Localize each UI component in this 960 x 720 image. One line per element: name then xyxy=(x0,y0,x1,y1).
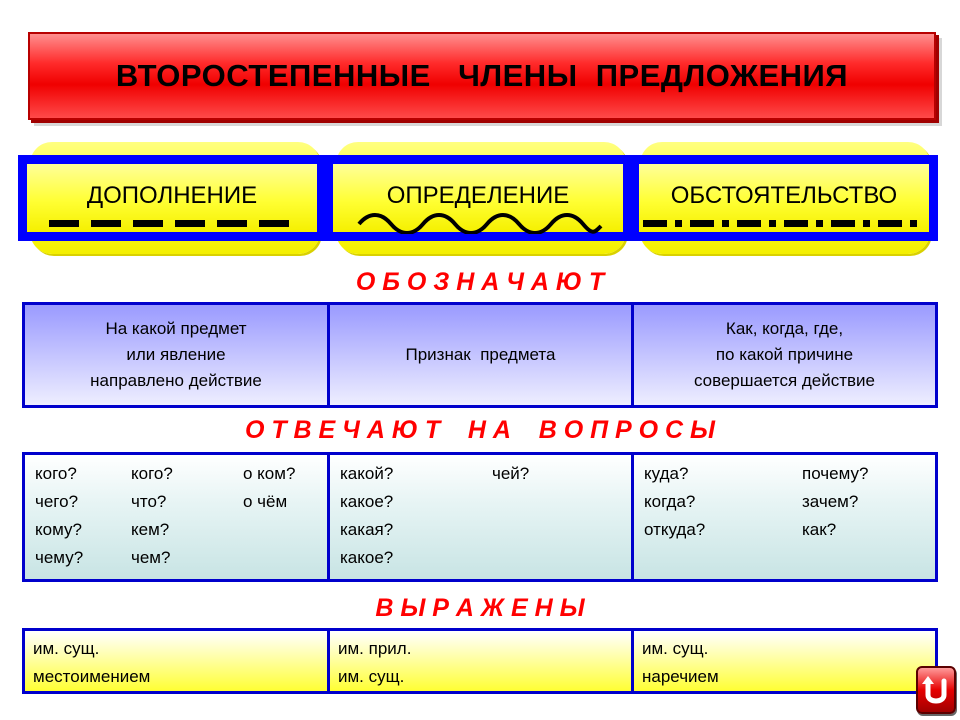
complement-header xyxy=(18,155,326,241)
denote-line: совершается действие xyxy=(693,371,876,390)
dash-dot-underline-icon xyxy=(639,218,935,230)
question-item: какое? xyxy=(340,548,394,567)
question-item: почему? xyxy=(802,464,869,483)
question-item: о чём xyxy=(243,492,288,511)
expressed-item: местоимением xyxy=(33,667,151,686)
circumstance-label: ОБСТОЯТЕЛЬСТВО xyxy=(670,182,898,209)
heading-answer: О Т В Е Ч А Ю Т Н А В О П Р О С Ы xyxy=(244,416,716,444)
question-item: чему? xyxy=(35,548,84,567)
heading-expressed: В Ы Р А Ж Е Н Ы xyxy=(375,594,585,622)
question-item: какая? xyxy=(340,520,394,539)
denote-line: Признак предмета xyxy=(405,345,556,364)
question-item: чей? xyxy=(492,464,530,483)
questions-cell-circumstance xyxy=(634,455,935,579)
expressed-item: им. сущ. xyxy=(338,667,405,686)
expressed-cell-attribute xyxy=(330,631,631,691)
heading-denote: О Б О З Н А Ч А Ю Т xyxy=(355,268,605,296)
denote-cell-complement xyxy=(25,305,327,405)
question-item: о ком? xyxy=(243,464,296,483)
denote-table xyxy=(22,302,938,408)
question-item: какое? xyxy=(340,492,394,511)
denote-cell-attribute xyxy=(330,305,631,405)
wavy-underline-icon xyxy=(355,212,605,234)
return-arrow-icon xyxy=(921,673,951,707)
dashed-underline-icon xyxy=(43,218,303,230)
denote-line: или явление xyxy=(126,345,226,364)
return-button[interactable] xyxy=(916,666,956,714)
denote-line: Как, когда, где, xyxy=(725,319,844,338)
question-item: кого? xyxy=(131,464,173,483)
attribute-label: ОПРЕДЕЛЕНИЕ xyxy=(386,182,570,209)
denote-line: направлено действие xyxy=(90,371,262,390)
question-item: как? xyxy=(802,520,837,539)
question-item: откуда? xyxy=(644,520,706,539)
question-item: кем? xyxy=(131,520,170,539)
question-item: зачем? xyxy=(802,492,859,511)
denote-cell-circumstance xyxy=(634,305,935,405)
expressed-item: им. сущ. xyxy=(33,639,100,658)
questions-cell-attribute xyxy=(330,455,631,579)
question-item: кому? xyxy=(35,520,82,539)
question-item: когда? xyxy=(644,492,696,511)
expressed-item: наречием xyxy=(642,667,719,686)
question-item: чем? xyxy=(131,548,171,567)
question-item: чего? xyxy=(35,492,79,511)
question-item: что? xyxy=(131,492,167,511)
denote-line: по какой причине xyxy=(715,345,854,364)
title-banner xyxy=(28,32,936,120)
question-item: какой? xyxy=(340,464,394,483)
question-item: куда? xyxy=(644,464,689,483)
attribute-header xyxy=(324,155,632,241)
expressed-item: им. сущ. xyxy=(642,639,709,658)
denote-line: На какой предмет xyxy=(105,319,247,338)
expressed-table xyxy=(22,628,938,694)
expressed-cell-circumstance xyxy=(634,631,935,691)
expressed-cell-complement xyxy=(25,631,327,691)
complement-label: ДОПОЛНЕНИЕ xyxy=(86,182,258,209)
circumstance-header xyxy=(630,155,938,241)
questions-table xyxy=(22,452,938,582)
page-title: ВТОРОСТЕПЕННЫЕ ЧЛЕНЫ ПРЕДЛОЖЕНИЯ xyxy=(115,58,849,93)
question-item: кого? xyxy=(35,464,77,483)
questions-cell-complement xyxy=(25,455,327,579)
expressed-item: им. прил. xyxy=(338,639,412,658)
